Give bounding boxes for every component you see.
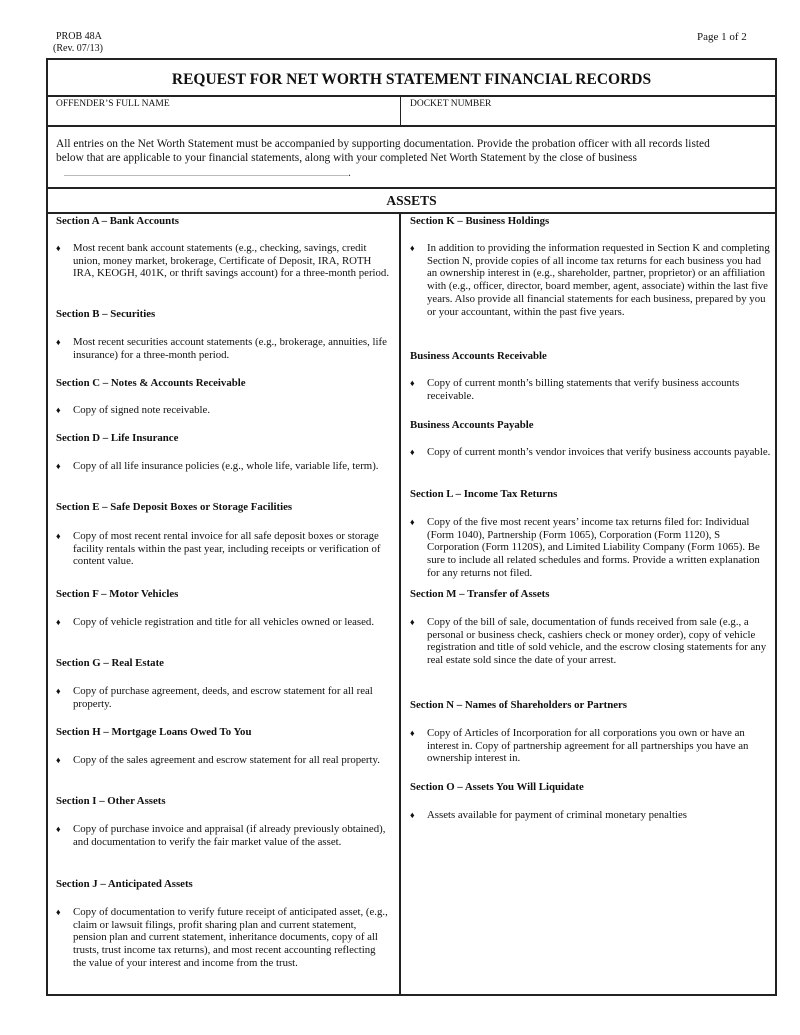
divider <box>46 187 777 189</box>
column-divider <box>399 213 401 995</box>
bullet-icon: ♦ <box>410 517 415 527</box>
item-text: Copy of documentation to verify future receipt of anticipated asset, (e.g., claim or lawsuit filings, profit sharing plan and current statement, pension plan and current statement, inheritance documents, copy of all trusts, trust income tax returns), and most recent accounting reflecting the value of your interest and income from the trust. <box>73 906 388 969</box>
item-text: Copy of current month’s billing statements that verify business accounts receivable. <box>427 377 740 402</box>
bullet-icon: ♦ <box>56 617 61 627</box>
item-text: Copy of all life insurance policies (e.g., whole life, variable life, term). <box>73 460 379 472</box>
section-d-heading: Section D – Life Insurance <box>56 432 179 444</box>
form-id: PROB 48A <box>56 31 102 42</box>
section-e-item <box>56 530 391 568</box>
section-n-item <box>410 727 773 765</box>
item-text: In addition to providing the information requested in Section K and completing Section N, provide copies of all income tax returns for each business you had an ownership interest in (e.g., shareholder, partner, proprietor) or an affiliation with (e.g., officer, director, board member, agent, associate) within the last five years. Also provide all financial statements for each business, prepared by you or your accountant, within the past five years. <box>427 242 770 318</box>
item-text: Copy of most recent rental invoice for all safe deposit boxes or storage facility rentals within the past year, including receipts or verification of content value. <box>73 530 381 568</box>
section-a-item <box>56 242 391 280</box>
bullet-icon: ♦ <box>56 686 61 696</box>
section-a-heading: Section A – Bank Accounts <box>56 215 179 227</box>
page-number: Page 1 of 2 <box>697 31 747 43</box>
bullet-icon: ♦ <box>56 337 61 347</box>
section-i-heading: Section I – Other Assets <box>56 795 166 807</box>
item-text: Copy of signed note receivable. <box>73 404 211 416</box>
item-text: Copy of purchase invoice and appraisal (if already previously obtained), and documentation to verify the fair market value of the asset. <box>73 823 386 848</box>
item-text: Copy of purchase agreement, deeds, and escrow statement for all real property. <box>73 685 373 710</box>
bullet-icon: ♦ <box>410 378 415 388</box>
bullet-icon: ♦ <box>56 755 61 765</box>
offender-name-field[interactable] <box>56 110 396 124</box>
section-j-item <box>56 906 391 970</box>
section-k-heading: Section K – Business Holdings <box>410 215 550 227</box>
bullet-icon: ♦ <box>410 810 415 820</box>
section-c-heading: Section C – Notes & Accounts Receivable <box>56 377 246 389</box>
bullet-icon: ♦ <box>410 243 415 253</box>
business-payable-heading: Business Accounts Payable <box>410 419 534 431</box>
section-l-heading: Section L – Income Tax Returns <box>410 488 558 500</box>
section-f-item <box>56 616 391 629</box>
section-b-item <box>56 336 391 361</box>
section-b-heading: Section B – Securities <box>56 308 156 320</box>
section-n-heading: Section N – Names of Shareholders or Partners <box>410 699 628 711</box>
section-m-heading: Section M – Transfer of Assets <box>410 588 550 600</box>
section-k-item <box>410 242 773 318</box>
assets-heading: ASSETS <box>386 193 437 208</box>
bullet-icon: ♦ <box>410 617 415 627</box>
bullet-icon: ♦ <box>56 907 61 917</box>
section-o-item <box>410 809 773 822</box>
item-text: Copy of the five most recent years’ income tax returns filed for: Individual (Form 1040), Partnership (Form 1065), Corporation (Form 1120), S Corporation (Form 1120S), and Limited Liability Company (Form 1065). Be sure to include all related schedules and forms. Provide a written explanation for any returns not filed. <box>427 516 760 579</box>
offender-name-label: OFFENDER’S FULL NAME <box>56 99 170 109</box>
instructions-end: . <box>348 167 351 179</box>
item-text: Copy of the sales agreement and escrow statement for all real property. <box>73 754 380 766</box>
business-payable-item <box>410 446 773 459</box>
item-text: Most recent securities account statements (e.g., brokerage, annuities, life insurance) for a three-month period. <box>73 336 387 361</box>
section-d-item <box>56 460 391 473</box>
section-j-heading: Section J – Anticipated Assets <box>56 878 193 890</box>
business-receivable-item <box>410 377 773 402</box>
bullet-icon: ♦ <box>410 728 415 738</box>
item-text: Copy of current month’s vendor invoices that verify business accounts payable. <box>427 446 771 458</box>
item-text: Copy of vehicle registration and title for all vehicles owned or leased. <box>73 616 375 628</box>
docket-number-field[interactable] <box>410 110 770 124</box>
section-h-heading: Section H – Mortgage Loans Owed To You <box>56 726 252 738</box>
section-h-item <box>56 754 391 767</box>
section-f-heading: Section F – Motor Vehicles <box>56 588 179 600</box>
docket-number-label: DOCKET NUMBER <box>410 99 492 109</box>
item-text: Copy of Articles of Incorporation for all corporations you own or have an interest in. Copy of partnership agreement for all partnerships you have an ownership interest in. <box>427 727 749 765</box>
section-m-item <box>410 616 773 667</box>
business-date-field[interactable] <box>64 165 348 176</box>
bullet-icon: ♦ <box>410 447 415 457</box>
section-i-item <box>56 823 391 848</box>
form-title: REQUEST FOR NET WORTH STATEMENT FINANCIAL RECORDS <box>171 71 652 88</box>
bullet-icon: ♦ <box>56 243 61 253</box>
item-text: Copy of the bill of sale, documentation of funds received from sale (e.g., a personal or business check, cashiers check or money order), copy of vehicle registration and title of sold vehicle, and the escrow closing statements for any real estate sold since the date of your arrest. <box>427 616 767 667</box>
section-c-item <box>56 404 391 417</box>
instructions <box>56 137 726 180</box>
instructions-text: All entries on the Net Worth Statement must be accompanied by supporting documentation. Provide the probation officer with all records listed below that are applicable to your financial statements, along with your completed Net Worth Statement by the close of business <box>56 138 710 164</box>
section-e-heading: Section E – Safe Deposit Boxes or Storage Facilities <box>56 501 293 513</box>
divider <box>400 96 401 126</box>
section-g-heading: Section G – Real Estate <box>56 657 164 669</box>
item-text: Most recent bank account statements (e.g., checking, savings, credit union, money market, brokerage, Certificate of Deposit, IRA, ROTH IRA, KEOGH, 401K, or thrift savings account) for a three-month period. <box>73 242 390 280</box>
bullet-icon: ♦ <box>56 405 61 415</box>
divider <box>46 212 777 214</box>
divider <box>46 95 777 97</box>
business-receivable-heading: Business Accounts Receivable <box>410 350 547 362</box>
divider <box>46 125 777 127</box>
bullet-icon: ♦ <box>56 531 61 541</box>
form-revision: (Rev. 07/13) <box>53 43 103 54</box>
bullet-icon: ♦ <box>56 824 61 834</box>
item-text: Assets available for payment of criminal monetary penalties <box>427 809 687 821</box>
bullet-icon: ♦ <box>56 461 61 471</box>
section-o-heading: Section O – Assets You Will Liquidate <box>410 781 584 793</box>
section-g-item <box>56 685 391 710</box>
section-l-item <box>410 516 773 580</box>
